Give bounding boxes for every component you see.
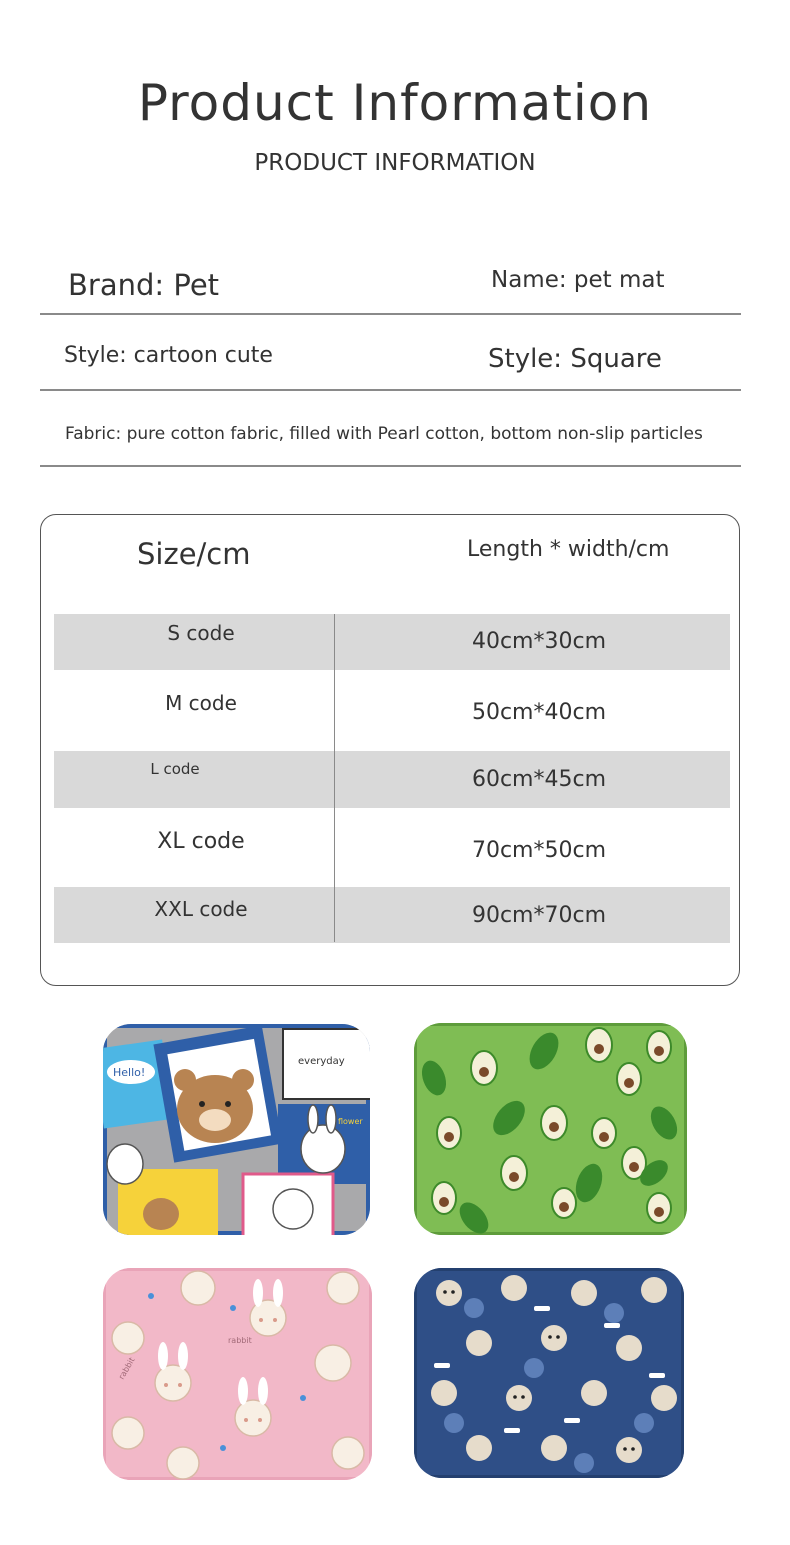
style-square-text: Style: Square	[488, 344, 662, 374]
size-dimensions: 40cm*30cm	[471, 629, 607, 654]
avocado-mat-image	[414, 1023, 687, 1235]
rabbit-mat-image	[103, 1268, 372, 1480]
size-code: L code	[150, 760, 200, 778]
style-cartoon-text: Style: cartoon cute	[64, 343, 273, 368]
cartoon-mat-image	[103, 1024, 370, 1235]
size-column-header: Size/cm	[137, 537, 251, 571]
size-code: S code	[167, 621, 235, 645]
dimensions-column-header: Length * width/cm	[467, 537, 670, 562]
size-code: M code	[165, 691, 237, 715]
table-row	[54, 751, 730, 808]
page-subtitle: PRODUCT INFORMATION	[254, 150, 536, 176]
divider	[40, 465, 741, 467]
size-code: XL code	[157, 829, 245, 854]
size-dimensions: 90cm*70cm	[471, 903, 607, 928]
page-title: Product Information	[137, 74, 653, 132]
divider	[40, 389, 741, 391]
size-table	[40, 514, 740, 986]
name-text: Name: pet mat	[491, 267, 665, 293]
size-dimensions: 60cm*45cm	[471, 767, 607, 792]
table-row	[54, 887, 730, 943]
size-code: XXL code	[154, 897, 248, 921]
table-row	[54, 670, 730, 751]
rabbit-label: rabbit	[228, 1336, 252, 1345]
everyday-bubble: everyday	[298, 1056, 345, 1067]
table-row	[54, 614, 730, 670]
fabric-text: Fabric: pure cotton fabric, filled with Pearl cotton, bottom non-slip particles	[65, 424, 703, 444]
rabbit-label: rabbit	[116, 1355, 137, 1381]
puppy-mat-image	[414, 1268, 684, 1478]
divider	[40, 313, 741, 315]
size-dimensions: 70cm*50cm	[471, 838, 607, 863]
table-row	[54, 808, 730, 887]
hello-bubble: Hello!	[113, 1066, 146, 1079]
brand-text: Brand: Pet	[68, 268, 220, 302]
column-divider	[334, 614, 335, 942]
size-dimensions: 50cm*40cm	[471, 700, 607, 725]
flower-tag: flower	[338, 1117, 363, 1126]
